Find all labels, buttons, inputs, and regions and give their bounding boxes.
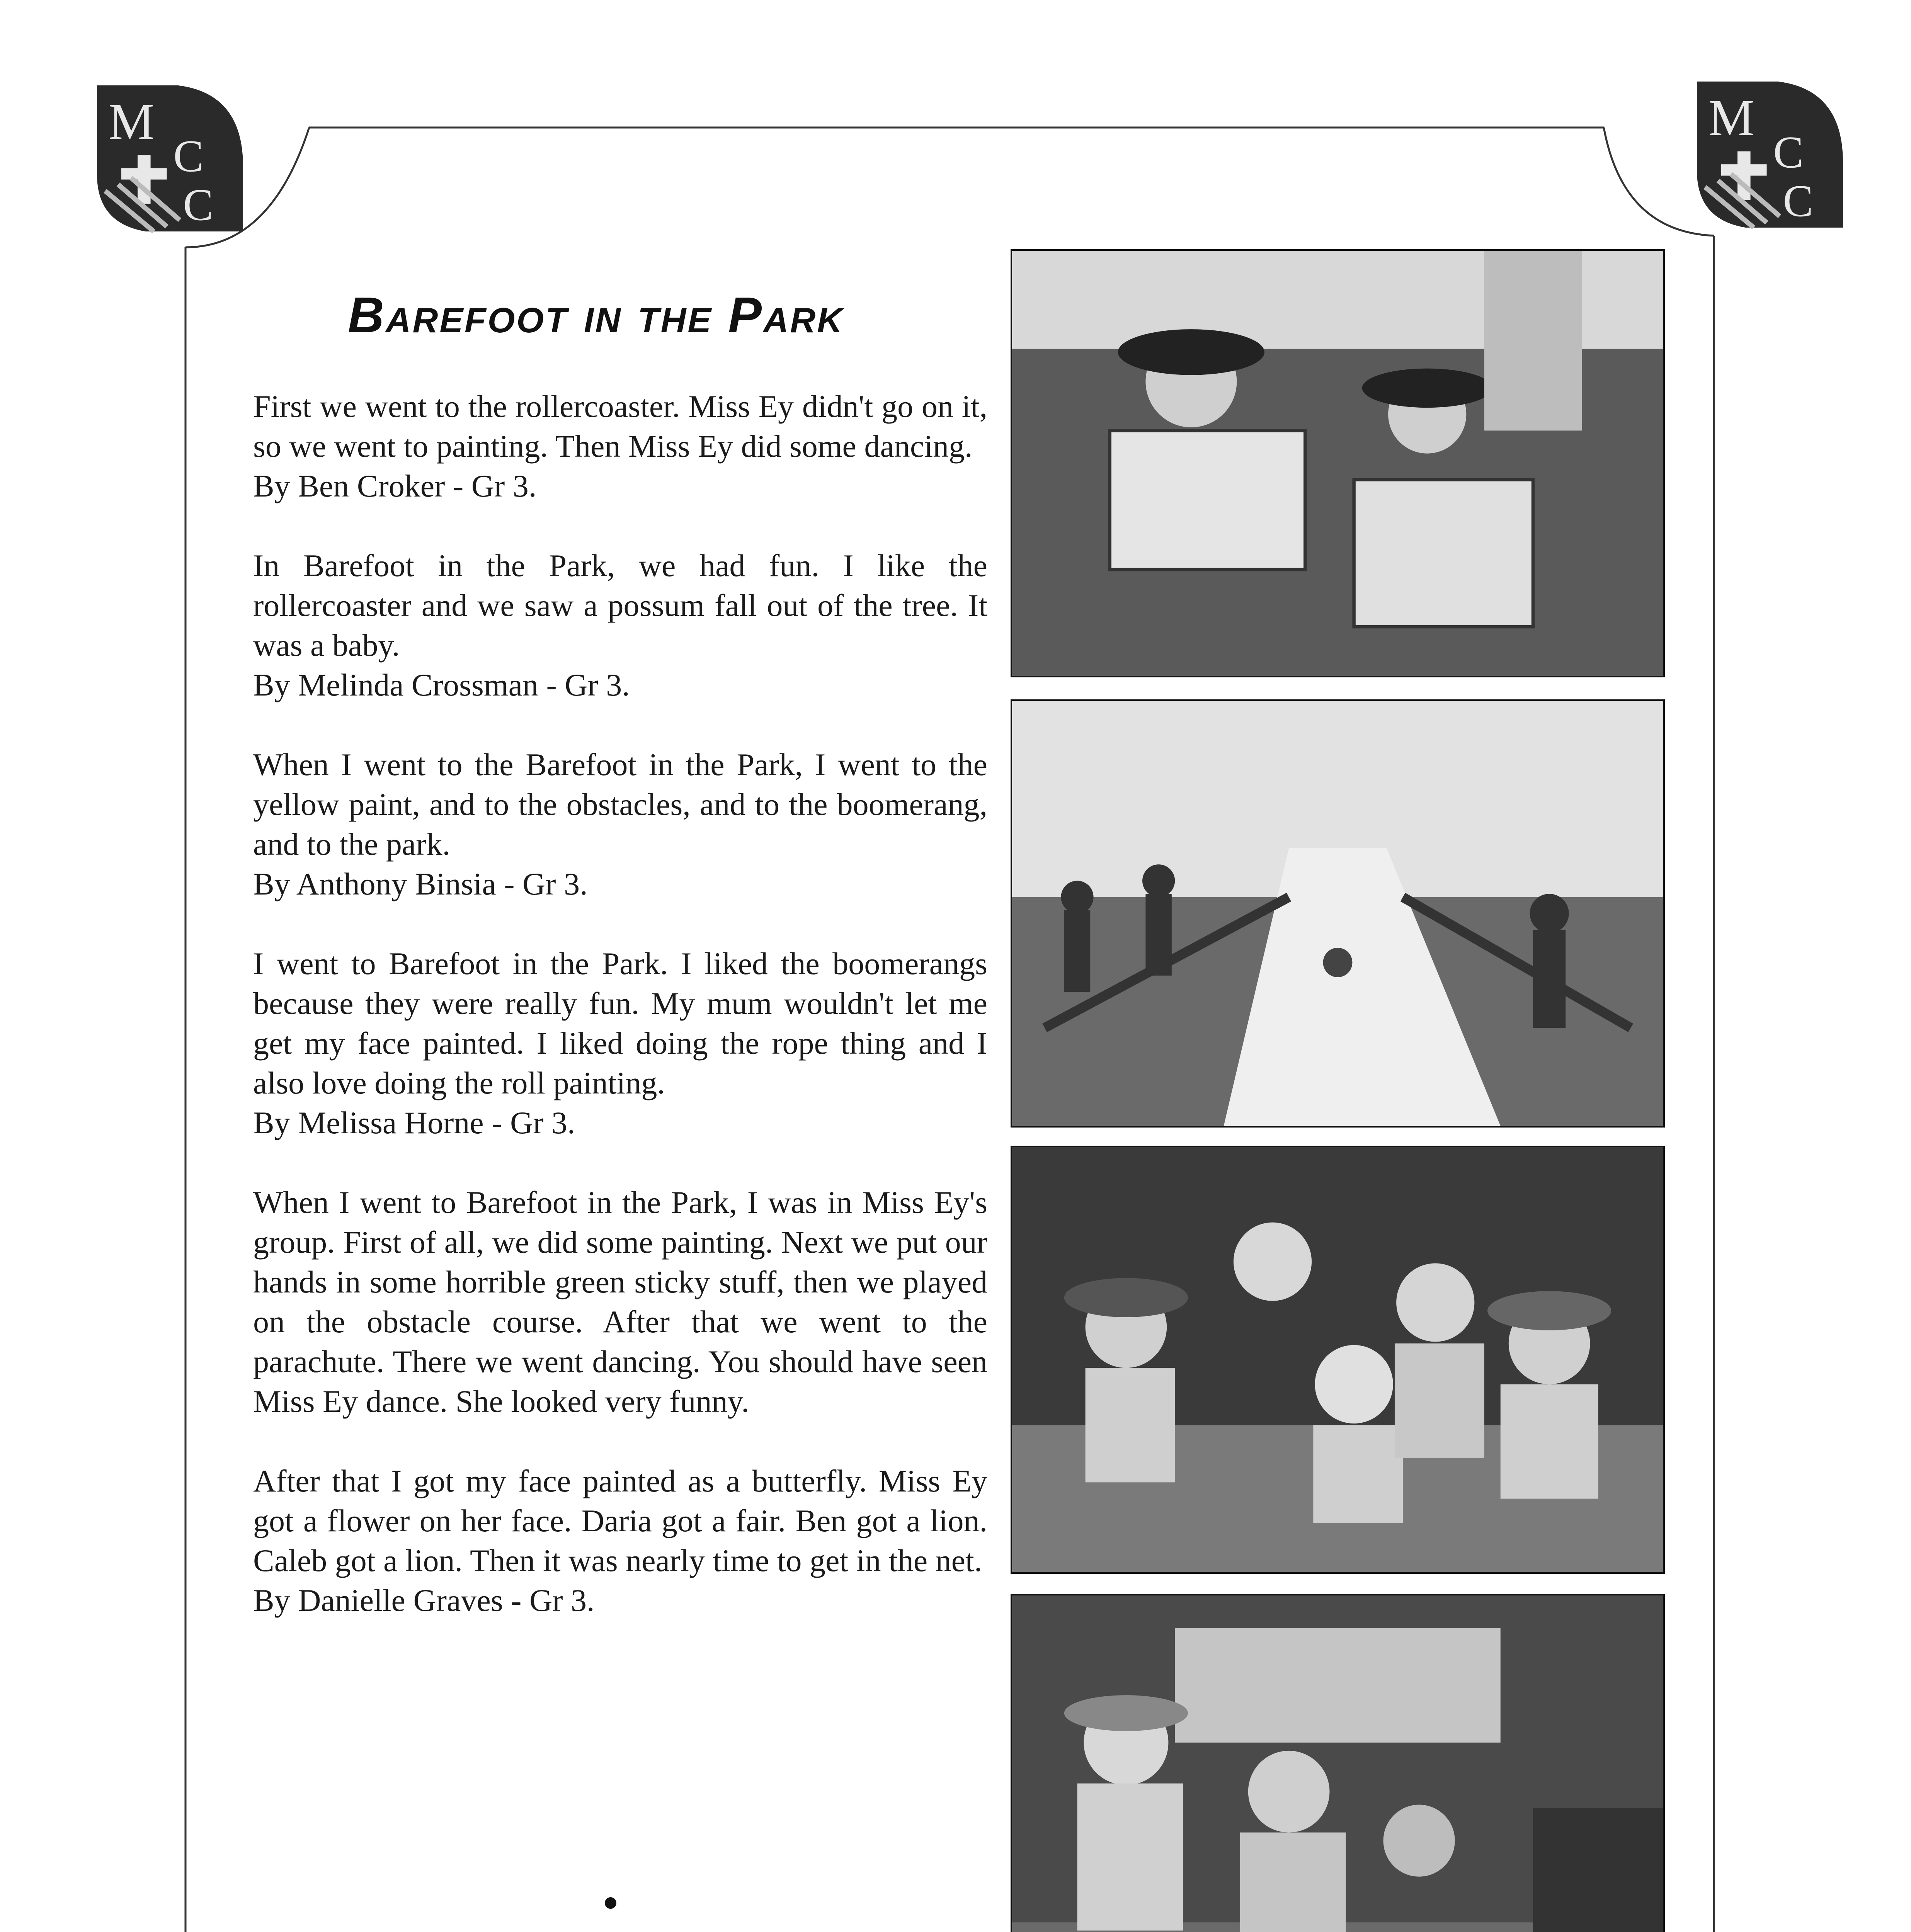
mcc-logo-icon — [89, 77, 251, 240]
paragraph — [253, 386, 987, 506]
photo-group-of-children — [1011, 1146, 1665, 1574]
svg-text:M: M — [1708, 89, 1754, 147]
byline: By Melinda Crossman - Gr 3. — [253, 667, 630, 702]
svg-text:C: C — [173, 131, 204, 182]
article-body — [253, 386, 987, 1660]
paragraph-text: First we went to the rollercoaster. Miss Ey didn't go on it, so we went to painting. Then Miss Ey did some dancing. — [253, 389, 987, 464]
svg-text:C: C — [1783, 176, 1814, 226]
paragraph-text: I went to Barefoot in the Park. I liked the boomerangs because they were really fun. My mum wouldn't let me get my face painted. I liked doing the rope thing and I also love doing the roll painting. — [253, 946, 987, 1100]
byline: By Melissa Horne - Gr 3. — [253, 1105, 575, 1140]
photo-obstacle-course — [1011, 699, 1665, 1128]
byline: By Danielle Graves - Gr 3. — [253, 1583, 595, 1618]
paragraph — [253, 1182, 987, 1421]
svg-text:C: C — [1773, 127, 1804, 178]
paragraph-text: After that I got my face painted as a butterfly. Miss Ey got a flower on her face. Daria got a fair. Ben got a lion. Caleb got a lion. Then it was nearly time to get in the net. — [253, 1463, 987, 1578]
paragraph — [253, 745, 987, 904]
byline: By Ben Croker - Gr 3. — [253, 468, 537, 503]
paragraph-text: When I went to Barefoot in the Park, I was in Miss Ey's group. First of all, we did some painting. Next we put our hands in some horrible green sticky stuff, then we played on the obstacle course. After that we went to the parachute. There we went dancing. You should have seen Miss Ey dance. She looked very funny. — [253, 1185, 987, 1419]
photo-children-with-paintings — [1011, 249, 1665, 677]
mcc-logo-icon — [1689, 73, 1851, 236]
paragraph-text: When I went to the Barefoot in the Park, I went to the yellow paint, and to the obstacles, and to the boomerang, and to the park. — [253, 747, 987, 862]
svg-text:C: C — [183, 180, 214, 230]
photo-face-painted-children — [1011, 1594, 1665, 1932]
paragraph-text: In Barefoot in the Park, we had fun. I like the rollercoaster and we saw a possum fall out of the tree. It was a baby. — [253, 548, 987, 663]
paragraph — [253, 546, 987, 705]
paragraph — [253, 944, 987, 1143]
paragraph — [253, 1461, 987, 1620]
byline: By Anthony Binsia - Gr 3. — [253, 866, 588, 901]
bullet-dot — [605, 1897, 616, 1909]
article-title: Barefoot in the Park — [348, 287, 844, 343]
svg-text:M: M — [108, 93, 155, 151]
